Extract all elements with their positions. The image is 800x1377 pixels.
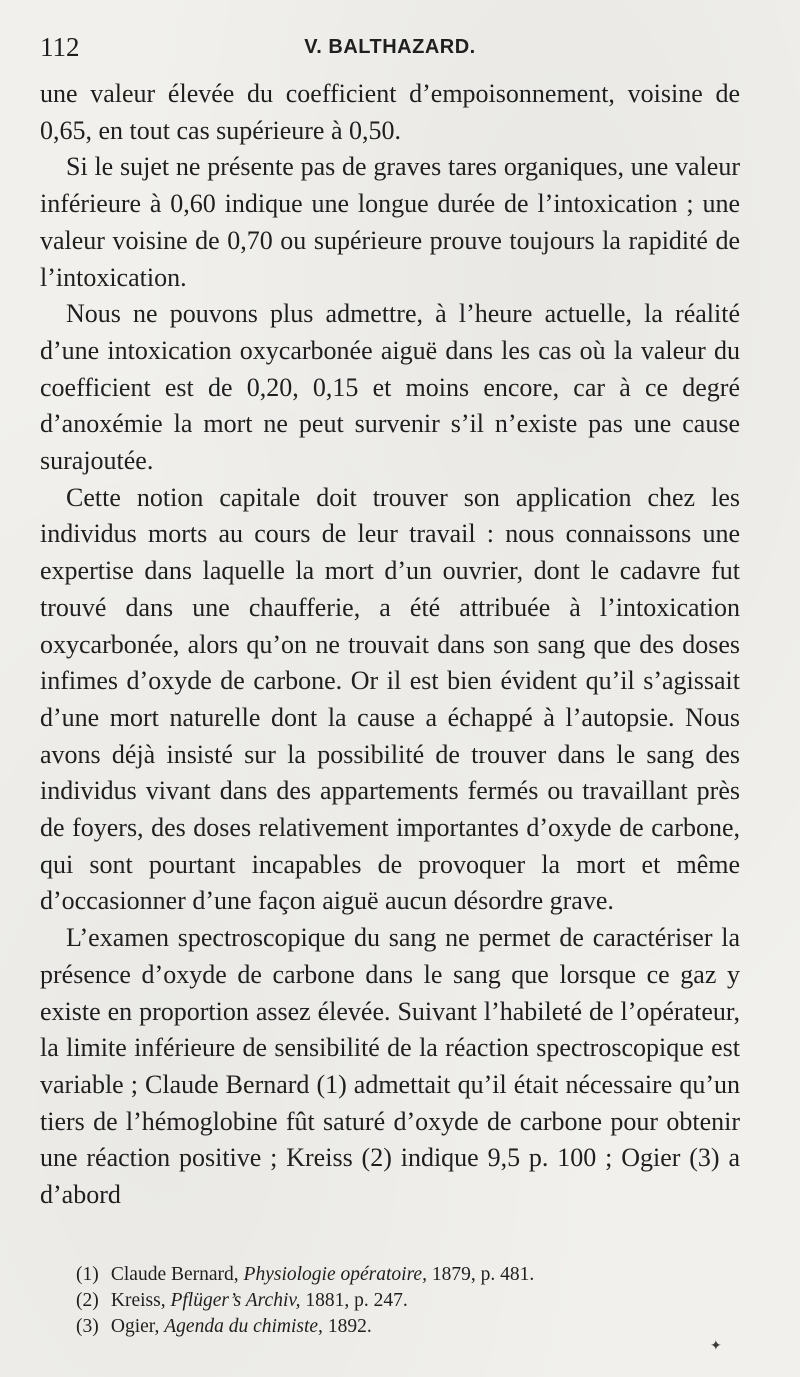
printer-mark-icon: ✦ (710, 1339, 722, 1354)
footnote-number: (3) (76, 1316, 99, 1337)
footnote-title: Pflüger’s Archiv, (170, 1290, 301, 1311)
footnote-author: Ogier, (110, 1316, 160, 1337)
footnote-details: 1892. (327, 1316, 372, 1337)
footnote-title: Agenda du chimiste, (164, 1316, 323, 1337)
footnote (76, 1314, 716, 1340)
paragraph: Si le sujet ne présente pas de graves tares organiques, une valeur inférieure à 0,60 indique une longue durée de l’intoxication ; une valeur voisine de 0,70 ou supérieure prouve toujours la rapidité de l’intoxication. (40, 152, 740, 292)
paragraph: Nous ne pouvons plus admettre, à l’heure actuelle, la réalité d’une intoxication oxycarbonée aiguë dans les cas où la valeur du coefficient est de 0,20, 0,15 et moins encore, car à ce degré d’anoxémie la mort ne peut survenir s’il n’existe pas une cause surajoutée. (40, 299, 740, 476)
footnote-number: (1) (76, 1264, 99, 1285)
footnote-author: Claude Bernard, (110, 1264, 239, 1285)
footnote (76, 1262, 716, 1288)
page-number: 112 (40, 32, 80, 62)
paragraph: une valeur élevée du coefficient d’empoisonnement, voisine de 0,65, en tout cas supérieure à 0,50. (40, 79, 740, 145)
footnote-details: 1879, p. 481. (431, 1264, 535, 1285)
paragraph: Cette notion capitale doit trouver son application chez les individus morts au cours de leur travail : nous connaissons une expertise dans laquelle la mort d’un ouvrier, dont le cadavre fut trouvé dans une chaufferie, a été attribuée à l’intoxication oxycarbonée, alors qu’on ne trouvait dans son sang que des doses infimes d’oxyde de carbone. Or il est bien évident qu’il s’agissait d’une mort naturelle dont la cause a échappé à l’autopsie. Nous avons déjà insisté sur la possibilité de trouver dans le sang des individus vivant dans des appartements fermés ou travaillant près de foyers, des doses relativement importantes d’oxyde de carbone, qui sont pourtant incapables de provoquer la mort et même d’occasionner d’une façon aiguë aucun désordre grave. (40, 482, 740, 916)
footnote-author: Kreiss, (110, 1290, 166, 1311)
paragraph: L’examen spectroscopique du sang ne permet de caractériser la présence d’oxyde de carbone dans le sang que lorsque ce gaz y existe en proportion assez élevée. Suivant l’habileté de l’opérateur, la limite inférieure de sensibilité de la réaction spectroscopique est variable ; Claude Bernard (1) admettait qu’il était nécessaire qu’un tiers de l’hémoglobine fût saturé d’oxyde de carbone pour obtenir une réaction positive ; Kreiss (2) indique 9,5 p. 100 ; Ogier (3) a d’abord (40, 923, 740, 1210)
footnote-title: Physiologie opératoire, (243, 1264, 427, 1285)
body-text (40, 76, 740, 1214)
page-header (40, 30, 740, 64)
running-head: V. BALTHAZARD. (304, 36, 476, 58)
footnote-number: (2) (76, 1290, 99, 1311)
footnotes (76, 1262, 716, 1340)
footnote-details: 1881, p. 247. (305, 1290, 408, 1311)
footnote (76, 1288, 716, 1314)
